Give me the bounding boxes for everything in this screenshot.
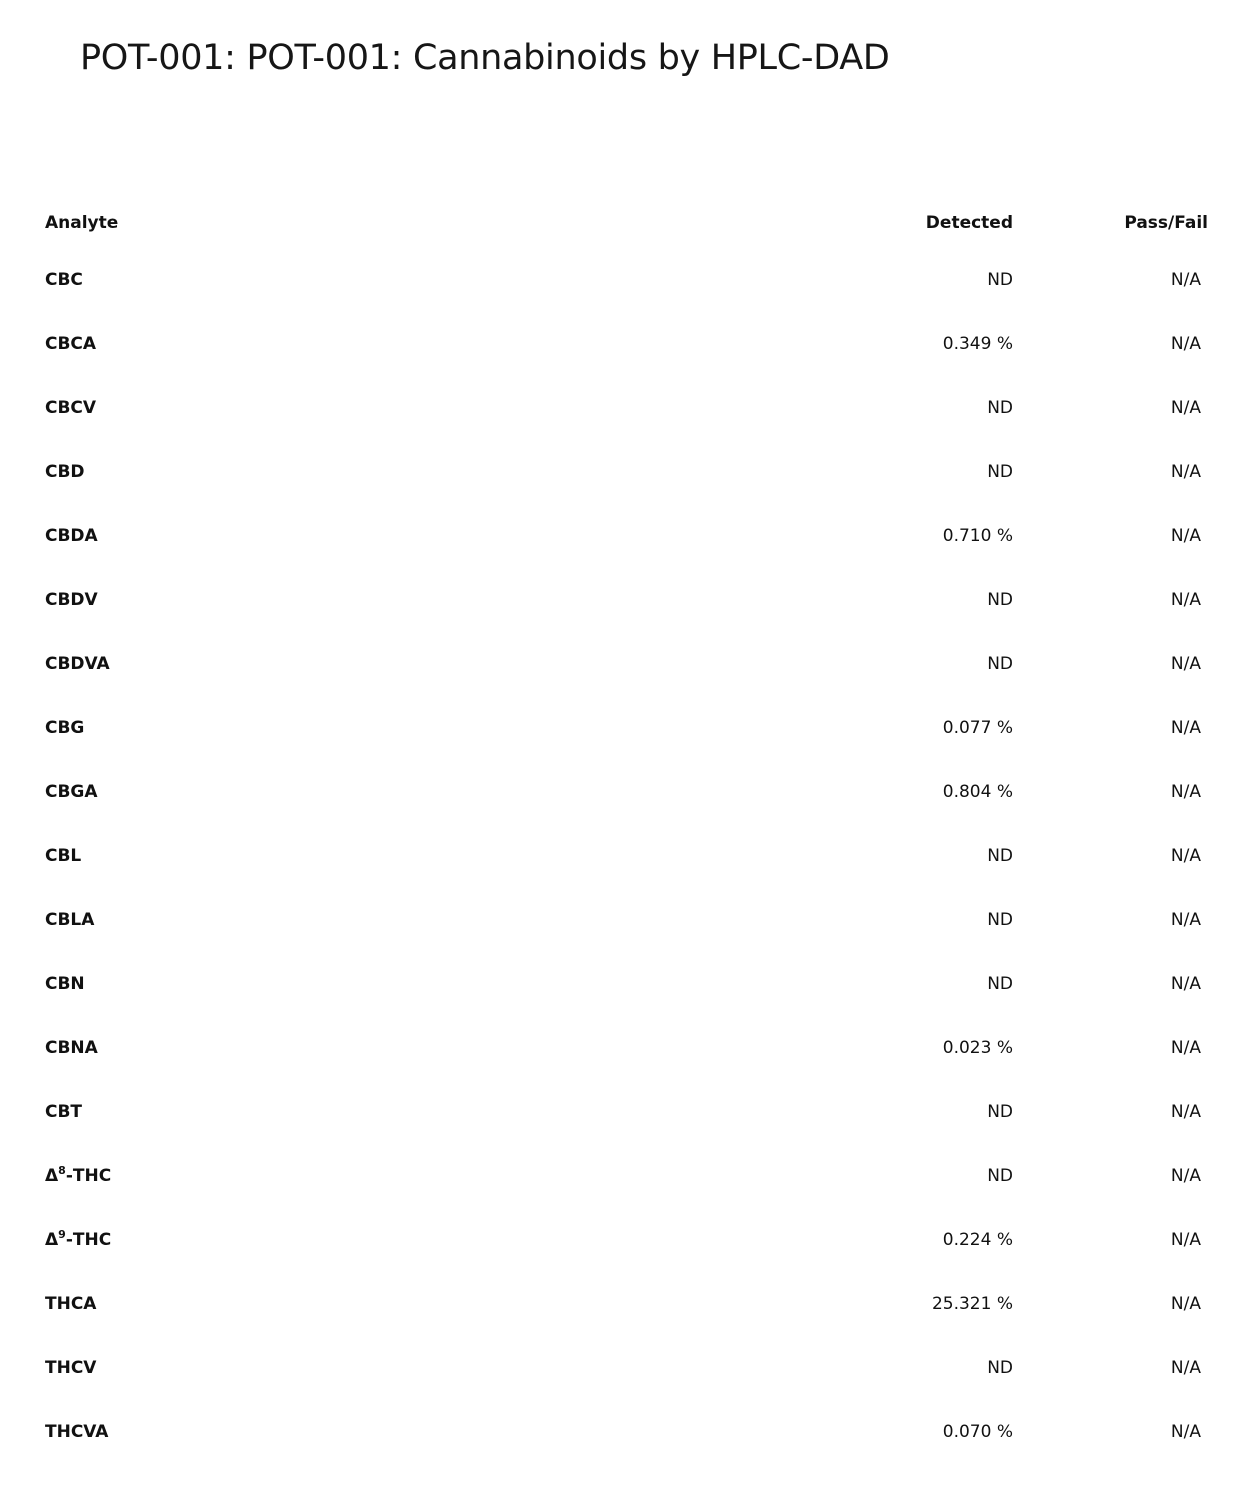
analyte-cell: CBLA bbox=[45, 910, 95, 930]
detected-cell: 0.023 % bbox=[942, 1038, 1013, 1058]
table-row bbox=[0, 824, 1246, 888]
detected-cell: 0.077 % bbox=[942, 718, 1013, 738]
detected-cell: ND bbox=[987, 590, 1013, 610]
table-row bbox=[0, 1272, 1246, 1336]
detected-cell: ND bbox=[987, 1358, 1013, 1378]
analyte-cell: CBDA bbox=[45, 526, 98, 546]
table-row bbox=[0, 248, 1246, 312]
detected-cell: 0.224 % bbox=[942, 1230, 1013, 1250]
detected-cell: ND bbox=[987, 846, 1013, 866]
pass-fail-cell: N/A bbox=[1170, 1102, 1201, 1122]
detected-cell: ND bbox=[987, 654, 1013, 674]
table-row bbox=[0, 632, 1246, 696]
analyte-cell: CBL bbox=[45, 846, 82, 866]
pass-fail-cell: N/A bbox=[1170, 1230, 1201, 1250]
analyte-cell: CBC bbox=[45, 270, 83, 290]
pass-fail-cell: N/A bbox=[1170, 526, 1201, 546]
table-row bbox=[0, 1016, 1246, 1080]
detected-cell: 0.349 % bbox=[942, 334, 1013, 354]
pass-fail-cell: N/A bbox=[1170, 1358, 1201, 1378]
table-row bbox=[0, 760, 1246, 824]
pass-fail-cell: N/A bbox=[1170, 974, 1201, 994]
analyte-superscript: 9 bbox=[58, 1228, 66, 1241]
analyte-cell: CBT bbox=[45, 1102, 83, 1122]
table-row bbox=[0, 504, 1246, 568]
analyte-cell: THCV bbox=[45, 1358, 97, 1378]
header-detected: Detected bbox=[925, 213, 1013, 233]
table-row bbox=[0, 1336, 1246, 1400]
pass-fail-cell: N/A bbox=[1170, 270, 1201, 290]
table-row bbox=[0, 696, 1246, 760]
detected-cell: ND bbox=[987, 1166, 1013, 1186]
analyte-prefix: Δ bbox=[45, 1230, 59, 1250]
analyte-suffix: -THC bbox=[65, 1230, 112, 1250]
analyte-cell: CBGA bbox=[45, 782, 98, 802]
pass-fail-cell: N/A bbox=[1170, 1294, 1201, 1314]
pass-fail-cell: N/A bbox=[1170, 334, 1201, 354]
analyte-cell: CBG bbox=[45, 718, 85, 738]
table-row bbox=[0, 312, 1246, 376]
pass-fail-cell: N/A bbox=[1170, 654, 1201, 674]
results-table bbox=[0, 198, 1246, 1464]
pass-fail-cell: N/A bbox=[1170, 1166, 1201, 1186]
analyte-prefix: Δ bbox=[45, 1166, 59, 1186]
detected-cell: ND bbox=[987, 398, 1013, 418]
detected-cell: ND bbox=[987, 910, 1013, 930]
analyte-cell: THCVA bbox=[45, 1422, 109, 1442]
analyte-superscript: 8 bbox=[58, 1164, 66, 1177]
analyte-cell: CBCV bbox=[45, 398, 97, 418]
table-row bbox=[0, 1400, 1246, 1464]
pass-fail-cell: N/A bbox=[1170, 910, 1201, 930]
analyte-cell: CBN bbox=[45, 974, 85, 994]
table-row bbox=[0, 952, 1246, 1016]
analyte-cell: THCA bbox=[45, 1294, 97, 1314]
analyte-cell: CBCA bbox=[45, 334, 97, 354]
table-row bbox=[0, 1080, 1246, 1144]
header-analyte: Analyte bbox=[45, 213, 119, 233]
pass-fail-cell: N/A bbox=[1170, 782, 1201, 802]
analyte-cell: CBD bbox=[45, 462, 85, 482]
detected-cell: 25.321 % bbox=[931, 1294, 1013, 1314]
detected-cell: ND bbox=[987, 974, 1013, 994]
detected-cell: 0.804 % bbox=[942, 782, 1013, 802]
detected-cell: ND bbox=[987, 270, 1013, 290]
table-row bbox=[0, 1208, 1246, 1272]
pass-fail-cell: N/A bbox=[1170, 590, 1201, 610]
detected-cell: ND bbox=[987, 462, 1013, 482]
analyte-cell bbox=[0, 1208, 668, 1272]
detected-cell: 0.070 % bbox=[942, 1422, 1013, 1442]
analyte-suffix: -THC bbox=[65, 1166, 112, 1186]
pass-fail-cell: N/A bbox=[1170, 718, 1201, 738]
pass-fail-cell: N/A bbox=[1170, 462, 1201, 482]
table-row bbox=[0, 440, 1246, 504]
analyte-cell: CBDVA bbox=[45, 654, 110, 674]
header-pass-fail: Pass/Fail bbox=[1124, 213, 1208, 233]
pass-fail-cell: N/A bbox=[1170, 846, 1201, 866]
table-row bbox=[0, 888, 1246, 952]
pass-fail-cell: N/A bbox=[1170, 398, 1201, 418]
analyte-cell bbox=[0, 1144, 668, 1208]
table-row bbox=[0, 376, 1246, 440]
table-header bbox=[0, 198, 1246, 248]
analyte-cell: CBDV bbox=[45, 590, 98, 610]
table-row bbox=[0, 1144, 1246, 1208]
header-row bbox=[0, 198, 1246, 248]
pass-fail-cell: N/A bbox=[1170, 1038, 1201, 1058]
pass-fail-cell: N/A bbox=[1170, 1422, 1201, 1442]
table-body bbox=[0, 248, 1246, 1464]
detected-cell: ND bbox=[987, 1102, 1013, 1122]
page-title: POT-001: POT-001: Cannabinoids by HPLC-DAD bbox=[80, 38, 890, 78]
analyte-cell: CBNA bbox=[45, 1038, 98, 1058]
detected-cell: 0.710 % bbox=[942, 526, 1013, 546]
table-row bbox=[0, 568, 1246, 632]
